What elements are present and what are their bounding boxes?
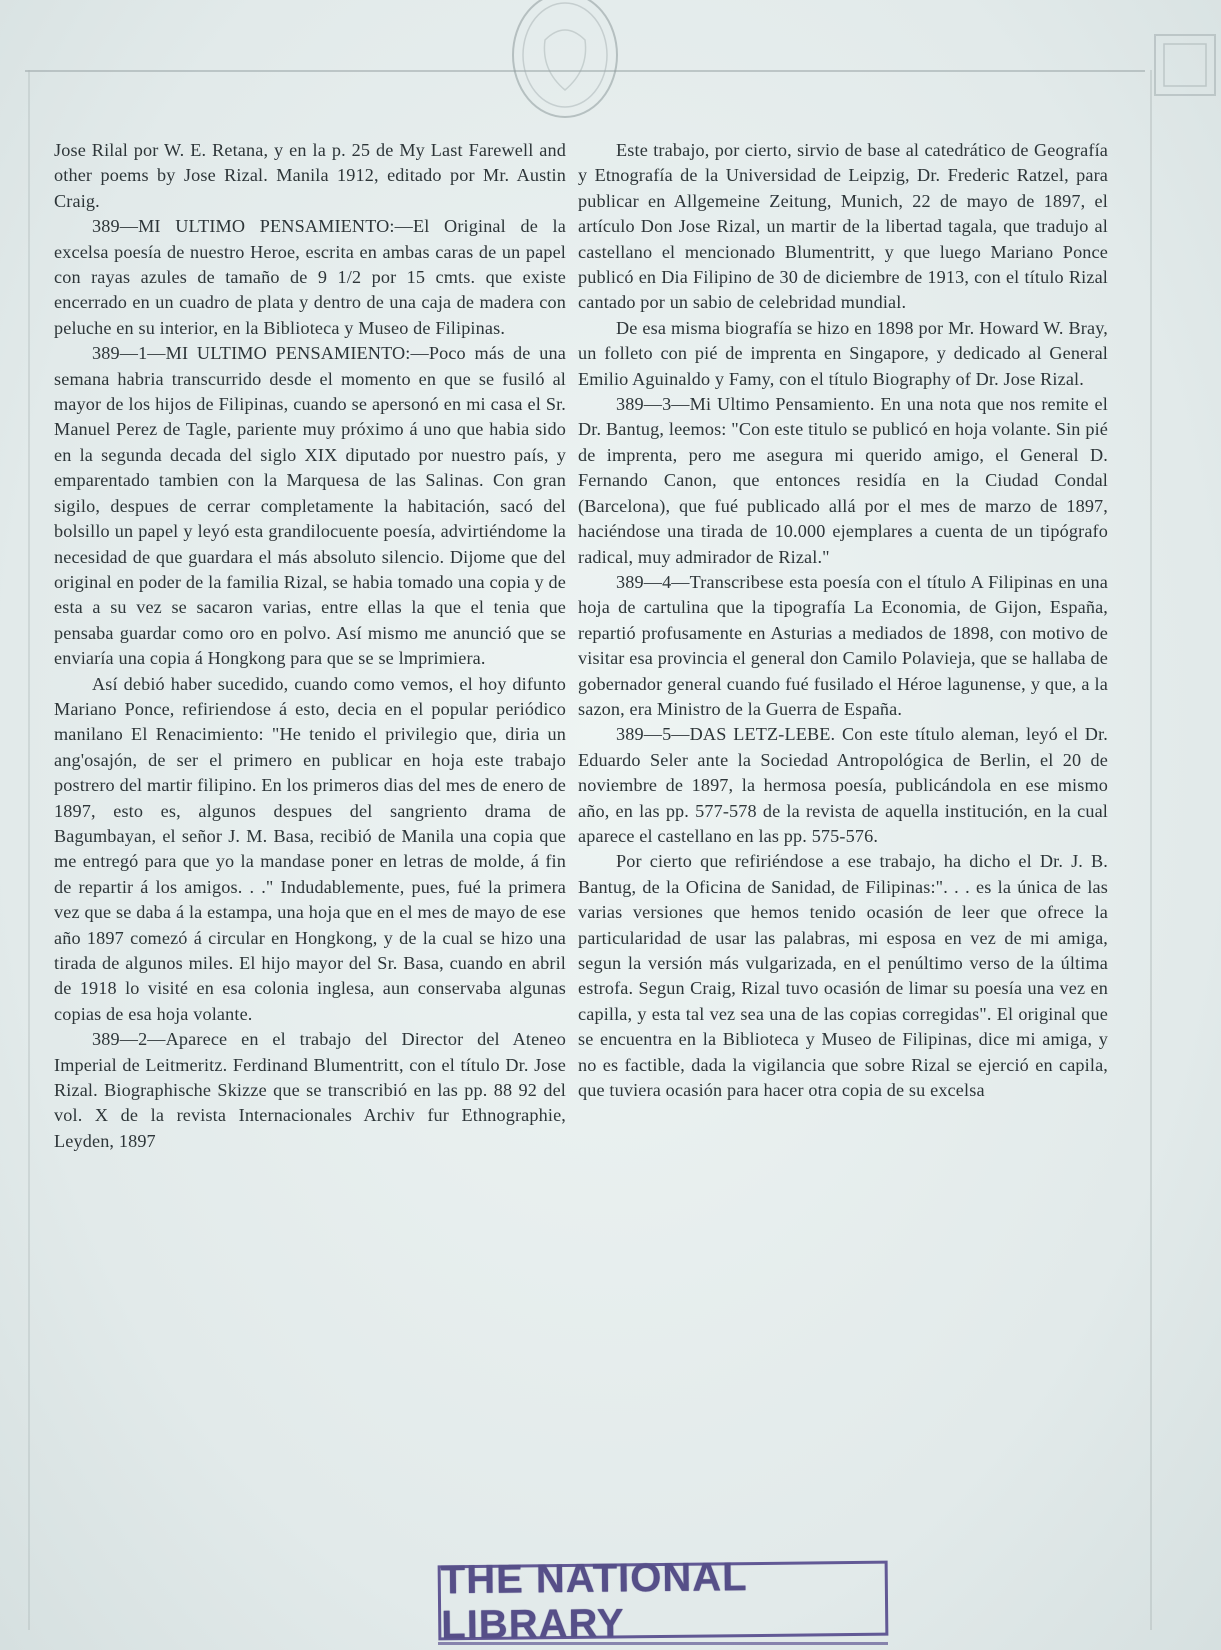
- paragraph: 389—MI ULTIMO PENSAMIENTO:—El Original de la excelsa poesía de nuestro Heroe, escrita en ambas caras de un papel con rayas azules de tamaño de 9 1/2 por 15 cmts. que existe encerrado en un cuadro de plata y dentro de una caja de madera con peluche en su interior, en la Biblioteca y Museo de Filipinas.: [54, 216, 566, 338]
- library-stamp: THE NATIONAL LIBRARY: [438, 1561, 889, 1641]
- left-border-line: [28, 70, 30, 1630]
- paragraph: 389—3—Mi Ultimo Pensamiento. En una nota que nos remite el Dr. Bantug, leemos: "Con este titulo se publicó en hoja volante. Sin pié de imprenta, pero me asegura mi querido amigo, el General D. Fernando Canon, que entonces residía en la Ciudad Condal (Barcelona), que fué publicado allá por el mes de marzo de 1897, haciéndose una tirada de 10.000 ejemplares a cuenta de un tipógrafo radical, muy admirador de Rizal.": [578, 394, 1108, 567]
- right-border-line: [1150, 70, 1152, 1630]
- paragraph: 389—4—Transcribese esta poesía con el título A Filipinas en una hoja de cartulina que la tipografía La Economia, de Gijon, España, repartió profusamente en Asturias a mediados de 1898, con motivo de visitar esa provincia el general don Camilo Polavieja, que se hallaba de gobernador general cuando fué fusilado el Héroe lagunense, y que, a la sazon, era Ministro de la Guerra de España.: [578, 571, 1108, 719]
- paragraph: Por cierto que refiriéndose a ese trabajo, ha dicho el Dr. J. B. Bantug, de la Oficina de Sanidad, de Filipinas:". . . es la única de las varias versiones que hemos tenido ocasión de leer que ofrece la particularidad de usar las palabras, mi esposa en vez de mi amiga, segun la versión más vulgarizada, en el penúltimo verso de la última estrofa. Segun Craig, Rizal tuvo ocasión de limar su poesía una vez en capilla, y esta tal vez sea una de las copias corregidas". El original que se encuentra en la Biblioteca y Museo de Filipinas, dice mi amiga, y no es factible, dada la vigilancia que sobre Rizal se ejerció en capila, que tuviera ocasión para hacer otra copia de su excelsa: [578, 851, 1108, 1101]
- paragraph: Jose Rilal por W. E. Retana, y en la p. 25 de My Last Farewell and other poems by Jose Rizal. Manila 1912, editado por Mr. Austin Craig.: [54, 140, 566, 211]
- paragraph: 389—2—Aparece en el trabajo del Director del Ateneo Imperial de Leitmeritz. Ferdinand Blumentritt, con el título Dr. Jose Rizal. Biographische Skizze que se transcribió en las pp. 88 92 del vol. X de la revista Internacionales Archiv fur Ethnographie, Leyden, 1897: [54, 1029, 566, 1151]
- paragraph: 389—5—DAS LETZ-LEBE. Con este título aleman, leyó el Dr. Eduardo Seler ante la Sociedad Antropológica de Berlin, el 20 de noviembre de 1897, la hermosa poesía, publicándola en ese mismo año, en las pp. 577-578 de la revista de aquella institución, en la cual aparece el castellano en las pp. 575-576.: [578, 724, 1108, 846]
- header-medallion-ornament: [505, 0, 625, 130]
- paragraph: 389—1—MI ULTIMO PENSAMIENTO:—Poco más de una semana habria transcurrido desde el momento en que se fusiló al mayor de los hijos de Filipinas, cuando se apersonó en mi casa el Sr. Manuel Perez de Tagle, pariente muy próximo á uno que habia sido en la segunda decada del siglo XIX diputado por nuestro país, y emparentado tambien con la Marquesa de las Salinas. Con gran sigilo, despues de cerrar completamente la habitación, sacó del bolsillo un papel y leyó esta grandilocuente poesía, advirtiéndome la necesidad de que guardara el más absoluto silencio. Dijome que del original en poder de la familia Rizal, se habia tomado una copia y de esta a su vez se sacaron varias, entre ellas la que el tenia que pensaba guardar como oro en polvo. Así mismo me anunció que se enviaría una copia á Hongkong para que se se lmprimiera.: [54, 343, 566, 669]
- paragraph: Este trabajo, por cierto, sirvio de base al catedrático de Geografía y Etnografía de la Universidad de Leipzig, Dr. Frederic Ratzel, para publicar en Allgemeine Zeitung, Munich, 22 de mayo de 1897, el artículo Don Jose Rizal, un martir de la libertad tagala, que tradujo al castellano el mencionado Blumentritt, y que luego Mariano Ponce publicó en Dia Filipino de 30 de diciembre de 1913, con el título Rizal cantado por un sabio de celebridad mundial.: [578, 140, 1108, 313]
- corner-ornament: [1150, 30, 1220, 100]
- paragraph: De esa misma biografía se hizo en 1898 por Mr. Howard W. Bray, un folleto con pié de imprenta en Singapore, y dedicado al General Emilio Aguinaldo y Famy, con el título Biography of Dr. Jose Rizal.: [578, 317, 1108, 389]
- left-text-column: [54, 138, 566, 1154]
- right-text-column: [578, 138, 1108, 1103]
- paragraph: Así debió haber sucedido, cuando como vemos, el hoy difunto Mariano Ponce, refiriendose á esto, decia en el popular periódico manilano El Renacimiento: "He tenido el privilegio que, diria un ang'osajón, de ser el primero en publicar en hoja este trabajo postrero del martir filipino. En los primeros dias del mes de enero de 1897, esto es, algunos despues del sangriento drama de Bagumbayan, el señor J. M. Basa, recibió de Manila una copia que me entregó para que yo la mandase poner en letras de molde, á fin de repartir á los amigos. . ." Indudablemente, pues, fué la primera vez que se daba á la estampa, una hoja que en el mes de mayo de ese año 1897 comezó á circular en Hongkong, y de la cual se hizo una tirada de algunos miles. El hijo mayor del Sr. Basa, cuando en abril de 1918 lo visité en esa colonia inglesa, aun conservaba algunas copias de esa hoja volante.: [54, 673, 566, 1024]
- stamp-underline: [438, 1642, 888, 1645]
